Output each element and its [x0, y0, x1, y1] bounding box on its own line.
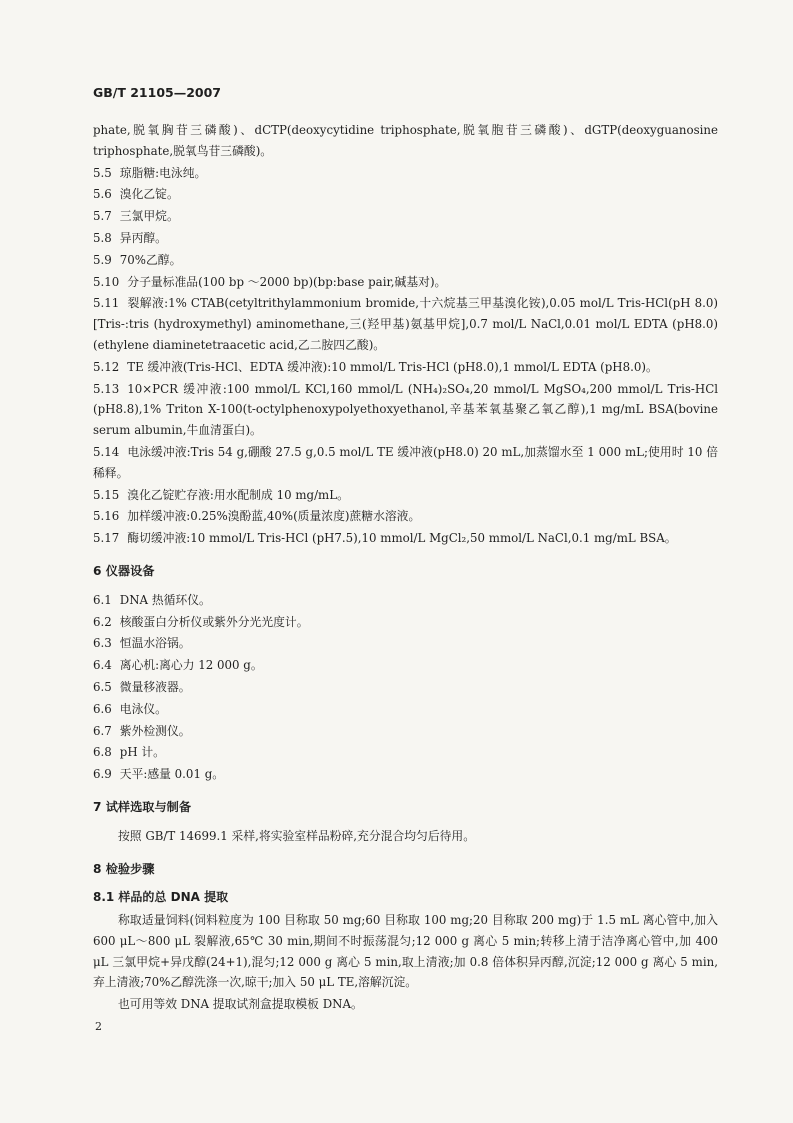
- clause-number: 6.7: [93, 723, 112, 738]
- clause-text: 琼脂糖:电泳纯。: [119, 165, 207, 180]
- section-7-text: 按照 GB/T 14699.1 采样,将实验室样品粉碎,充分混合均匀后待用。: [118, 828, 476, 843]
- clause-text: 离心机:离心力 12 000 g。: [119, 658, 263, 673]
- clause-text: phate,脱氧胸苷三磷酸)、dCTP(deoxycytidine triphosphate,脱氧胞苷三磷酸)、dGTP(deoxyguanosine triphosphate,脱氧鸟苷三磷酸)。: [93, 123, 718, 158]
- clause-text: 10×PCR 缓冲液:100 mmol/L KCl,160 mmol/L (NH₄)₂SO₄,20 mmol/L MgSO₄,200 mmol/L Tris-HCl (pH8.8),1% Triton X-100(t-octylphenoxypolyethoxyethanol,辛基苯氧基聚乙氧乙醇),1 mg/mL BSA(bovine serum albumin,牛血清蛋白)。: [93, 381, 718, 438]
- clause-number: 5.16: [93, 509, 120, 524]
- document-body: [93, 120, 718, 1016]
- clause-text: 分子量标准品(100 bp ～2000 bp)(bp:base pair,碱基对)。: [127, 274, 447, 289]
- clause-item: [93, 590, 718, 611]
- clause-text: 裂解液:1% CTAB(cetyltrithylammonium bromide,十六烷基三甲基溴化铵),0.05 mol/L Tris-HCl(pH 8.0)[Tris-:tris (hydroxymethyl) aminomethane,三(羟甲基)氨基甲烷],0.7 mol/L NaCl,0.01 mol/L EDTA (pH8.0)(ethylene diaminetetraacetic acid,乙二胺四乙酸)。: [93, 296, 718, 352]
- clause-item: [93, 379, 718, 441]
- clause-item: [93, 506, 718, 527]
- clause-number: 5.11: [93, 296, 120, 311]
- section-7-title: 7 试样选取与制备: [93, 799, 192, 814]
- clause-text: DNA 热循环仪。: [119, 592, 211, 607]
- clause-item: [93, 163, 718, 184]
- clause-number: 6.4: [93, 658, 112, 673]
- clause-number: 5.9: [93, 252, 112, 267]
- clause-number: 5.17: [93, 531, 120, 546]
- document-header: GB/T 21105—2007: [93, 85, 222, 100]
- clause-number: 6.6: [93, 701, 112, 716]
- clause-number: 6.1: [93, 592, 112, 607]
- clause-item: [93, 633, 718, 654]
- clause-item: [93, 206, 718, 227]
- clause-number: 5.5: [93, 165, 112, 180]
- clause-item: [93, 250, 718, 271]
- section-5-items: [93, 120, 718, 549]
- clause-number: 5.12: [93, 359, 120, 374]
- clause-number: 6.9: [93, 767, 112, 782]
- clause-text: 天平:感量 0.01 g。: [119, 767, 225, 782]
- clause-item: [93, 228, 718, 249]
- section-8-1-title: 8.1 样品的总 DNA 提取: [93, 890, 229, 905]
- clause-item: [93, 699, 718, 720]
- section-6-title: 6 仪器设备: [93, 563, 155, 578]
- clause-item: [93, 184, 718, 205]
- page-number: 2: [95, 1020, 102, 1033]
- clause-text: 三氯甲烷。: [119, 209, 179, 224]
- clause-item: [93, 742, 718, 763]
- clause-number: 5.7: [93, 209, 112, 224]
- clause-number: 5.14: [93, 444, 120, 459]
- clause-text: 核酸蛋白分析仪或紫外分光光度计。: [119, 614, 309, 629]
- clause-item: [93, 764, 718, 785]
- clause-text: 紫外检测仪。: [119, 723, 191, 738]
- clause-item: [93, 120, 718, 162]
- clause-item: [93, 293, 718, 355]
- clause-item: [93, 721, 718, 742]
- clause-text: 加样缓冲液:0.25%溴酚蓝,40%(质量浓度)蔗糖水溶液。: [127, 509, 421, 524]
- clause-text: 电泳缓冲液:Tris 54 g,硼酸 27.5 g,0.5 mol/L TE 缓冲液(pH8.0) 20 mL,加蒸馏水至 1 000 mL;使用时 10 倍稀释。: [93, 444, 718, 480]
- clause-text: pH 计。: [119, 745, 165, 760]
- clause-text: 溴化乙锭贮存液:用水配制成 10 mg/mL。: [127, 487, 349, 502]
- clause-item: [93, 442, 718, 484]
- section-8-1-para-2: 也可用等效 DNA 提取试剂盒提取模板 DNA。: [118, 997, 363, 1012]
- clause-text: 微量移液器。: [119, 679, 191, 694]
- section-8-1-para-1: 称取适量饲料(饲料粒度为 100 目称取 50 mg;60 目称取 100 mg;20 目称取 200 mg)于 1.5 mL 离心管中,加入 600 μL～800 μL 裂解液,65℃ 30 min,期间不时振荡混匀;12 000 g 离心 5 min;转移上清于洁净离心管中,加 400 μL 三氯甲烷+异戊醇(24+1),混匀;12 000 g 离心 5 min,取上清液;加 0.8 倍体积异丙醇,沉淀;12 000 g 离心 5 min,弃上清液;70%乙醇洗涤一次,晾干;加入 50 μL TE,溶解沉淀。: [93, 913, 718, 990]
- clause-item: [93, 272, 718, 293]
- clause-text: 恒温水浴锅。: [119, 636, 191, 651]
- clause-number: 5.15: [93, 487, 120, 502]
- clause-item: [93, 528, 718, 549]
- clause-item: [93, 485, 718, 506]
- clause-item: [93, 357, 718, 378]
- clause-number: 5.13: [93, 381, 120, 396]
- section-8-title: 8 检验步骤: [93, 861, 155, 876]
- clause-item: [93, 677, 718, 698]
- clause-item: [93, 612, 718, 633]
- clause-item: [93, 655, 718, 676]
- clause-text: TE 缓冲液(Tris-HCl、EDTA 缓冲液):10 mmol/L Tris-HCl (pH8.0),1 mmol/L EDTA (pH8.0)。: [127, 359, 658, 374]
- clause-number: 5.8: [93, 230, 112, 245]
- clause-text: 溴化乙锭。: [119, 187, 179, 202]
- section-6-items: [93, 590, 718, 785]
- clause-number: 6.2: [93, 614, 112, 629]
- clause-text: 电泳仪。: [119, 701, 167, 716]
- clause-number: 5.6: [93, 187, 112, 202]
- clause-number: 6.5: [93, 679, 112, 694]
- clause-number: 5.10: [93, 274, 120, 289]
- clause-text: 70%乙醇。: [119, 252, 182, 267]
- clause-text: 异丙醇。: [119, 230, 167, 245]
- clause-number: 6.3: [93, 636, 112, 651]
- clause-number: 6.8: [93, 745, 112, 760]
- clause-text: 酶切缓冲液:10 mmol/L Tris-HCl (pH7.5),10 mmol/L MgCl₂,50 mmol/L NaCl,0.1 mg/mL BSA。: [127, 531, 677, 546]
